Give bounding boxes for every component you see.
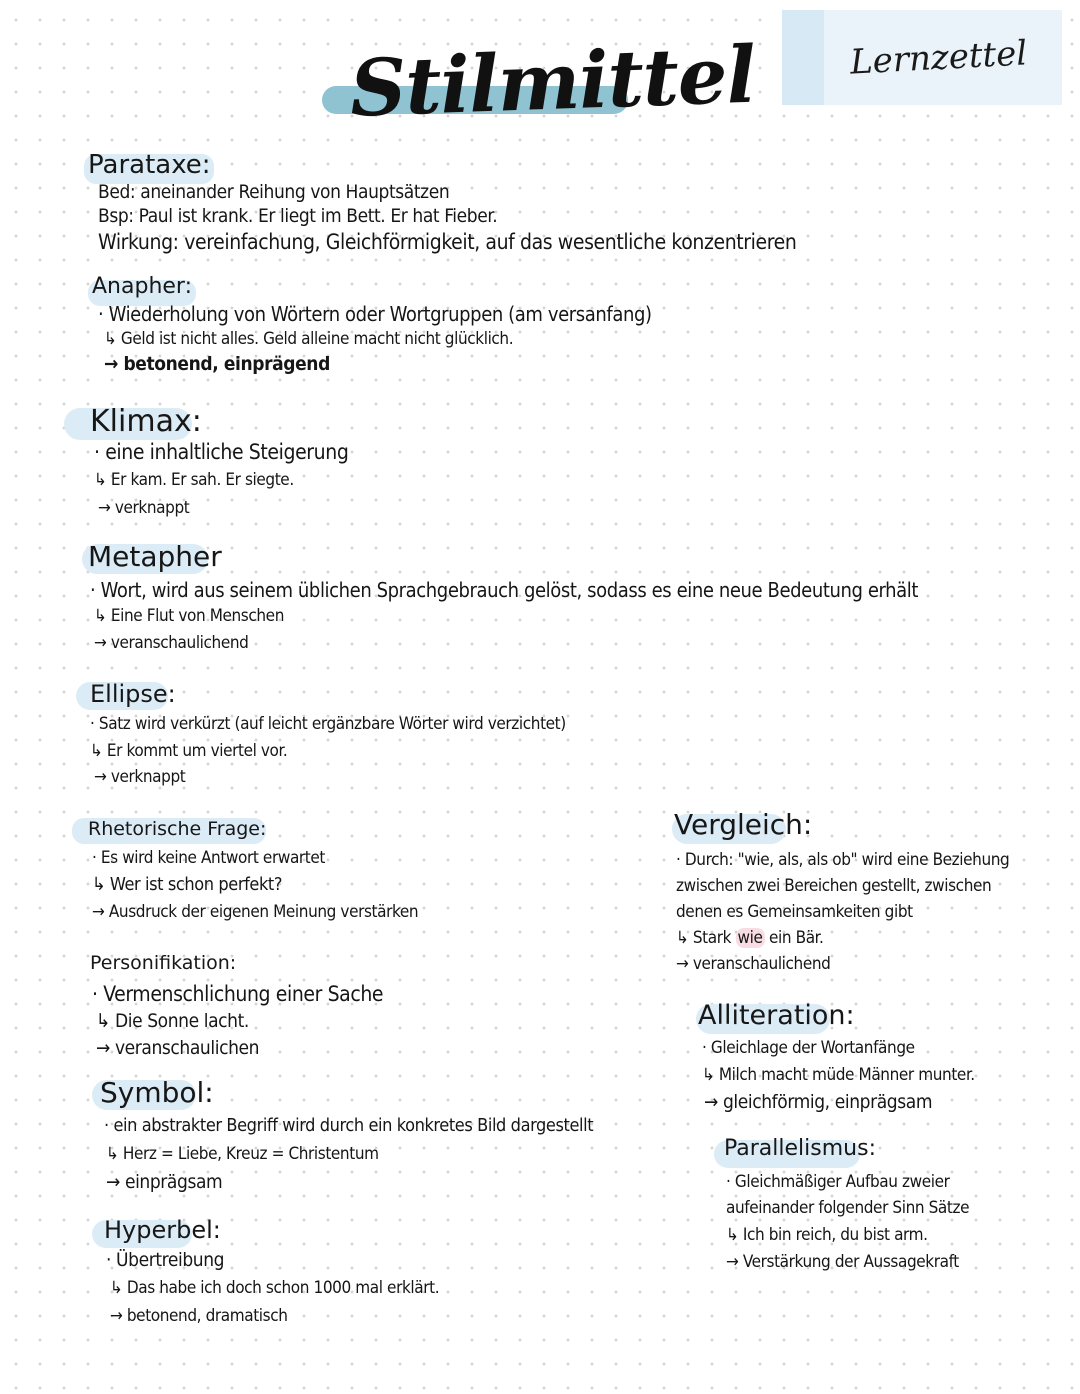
section-line: Wirkung: vereinfachung, Gleichförmigkeit, auf das wesentliche konzentrieren <box>98 230 797 254</box>
section-heading: Metapher <box>88 540 222 573</box>
section-line: · Satz wird verkürzt (auf leicht ergänzbare Wörter wird verzichtet) <box>90 714 566 734</box>
section-heading: Hyperbel: <box>104 1216 221 1244</box>
section-line: · Gleichlage der Wortanfänge <box>702 1038 915 1058</box>
section-line: ↳ Milch macht müde Männer munter. <box>702 1065 975 1085</box>
section-heading: Rhetorische Frage: <box>88 818 267 840</box>
section-line: · ein abstrakter Begriff wird durch ein konkretes Bild dargestellt <box>104 1115 594 1136</box>
tag-strip <box>782 10 824 105</box>
section-line: · Wiederholung von Wörtern oder Wortgruppen (am versanfang) <box>98 302 652 326</box>
section-heading: Parataxe: <box>88 150 211 180</box>
example-prefix: ↳ Stark <box>676 928 736 948</box>
section-heading: Klimax: <box>90 404 202 439</box>
section-line: denen es Gemeinsamkeiten gibt <box>676 902 913 922</box>
section-line: · Durch: "wie, als, als ob" wird eine Beziehung <box>676 850 1010 870</box>
section-line: · Vermenschlichung einer Sache <box>92 982 384 1006</box>
tag-label: Lernzettel <box>849 33 1029 83</box>
section-line: · Wort, wird aus seinem üblichen Sprachgebrauch gelöst, sodass es eine neue Bedeutung erhält <box>90 578 919 602</box>
section-line: ↳ Ich bin reich, du bist arm. <box>726 1225 928 1245</box>
section-heading: Personifikation: <box>90 952 237 974</box>
section-line: → veranschaulichend <box>676 954 831 974</box>
section-line: · Übertreibung <box>106 1249 225 1271</box>
section-line: Bsp: Paul ist krank. Er liegt im Bett. Er hat Fieber. <box>98 205 498 227</box>
section-line: → verknappt <box>94 767 186 787</box>
section-heading: Symbol: <box>100 1076 214 1109</box>
section-heading: Parallelismus: <box>724 1136 876 1161</box>
section-line: Bed: aneinander Reihung von Hauptsätzen <box>98 181 450 203</box>
section-line: → veranschaulichen <box>96 1037 260 1059</box>
section-line: ↳ Geld ist nicht alles. Geld alleine macht nicht glücklich. <box>104 329 514 349</box>
section-line: zwischen zwei Bereichen gestellt, zwischen <box>676 876 992 896</box>
section-line: ↳ Herz = Liebe, Kreuz = Christentum <box>106 1144 379 1164</box>
section-line: → einprägsam <box>106 1171 223 1193</box>
section-line: → verknappt <box>98 498 190 518</box>
section-line: ↳ Er kam. Er sah. Er siegte. <box>94 470 294 490</box>
page-title: Stilmittel <box>348 29 757 135</box>
section-line: ↳ Wer ist schon perfekt? <box>92 874 283 895</box>
section-line: ↳ Eine Flut von Menschen <box>94 606 284 626</box>
example-suffix: ein Bär. <box>764 928 824 948</box>
section-line: aufeinander folgender Sinn Sätze <box>726 1198 970 1218</box>
section-heading: Vergleich: <box>674 808 813 841</box>
section-line: → Verstärkung der Aussagekraft <box>726 1252 959 1272</box>
section-line: → betonend, einprägend <box>104 353 330 375</box>
section-heading: Anapher: <box>92 274 192 299</box>
section-line: · Es wird keine Antwort erwartet <box>92 848 325 868</box>
section-line: → gleichförmig, einprägsam <box>704 1091 933 1113</box>
section-line: → veranschaulichend <box>94 633 249 653</box>
section-line: · Gleichmäßiger Aufbau zweier <box>726 1172 950 1192</box>
section-heading: Alliteration: <box>698 1000 855 1031</box>
highlighted-word: wie <box>737 928 763 948</box>
section-line: · eine inhaltliche Steigerung <box>94 440 349 464</box>
section-line: ↳ Er kommt um viertel vor. <box>90 741 288 761</box>
section-line: ↳ Das habe ich doch schon 1000 mal erklärt. <box>110 1278 440 1298</box>
section-line <box>676 926 823 950</box>
section-heading: Ellipse: <box>90 680 176 708</box>
section-line: → Ausdruck der eigenen Meinung verstärken <box>92 902 419 922</box>
section-line: → betonend, dramatisch <box>110 1306 288 1326</box>
section-line: ↳ Die Sonne lacht. <box>96 1010 249 1032</box>
